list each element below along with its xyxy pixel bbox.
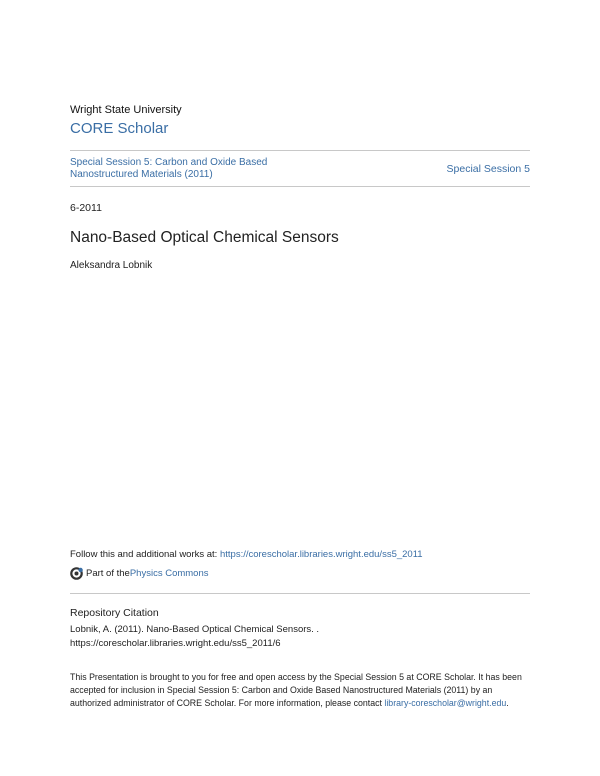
access-notice <box>70 671 532 709</box>
publication-date: 6-2011 <box>70 202 102 214</box>
collection-link[interactable]: Special Session 5: Carbon and Oxide Based Nanostructured Materials (2011) <box>70 157 268 180</box>
follow-line <box>70 549 423 560</box>
bottom-divider <box>70 186 530 187</box>
part-of-prefix: Part of the <box>86 568 130 579</box>
institution-name: Wright State University <box>70 104 182 116</box>
top-divider <box>70 150 530 151</box>
series-link[interactable]: Special Session 5 <box>446 163 530 175</box>
follow-prefix: Follow this and additional works at: <box>70 549 220 560</box>
citation-line-1: Lobnik, A. (2011). Nano-Based Optical Chemical Sensors. . <box>70 624 320 635</box>
contact-email-link[interactable]: library-corescholar@wright.edu <box>384 697 507 708</box>
notice-text: This Presentation is brought to you for free and open access by the Special Session 5 at CORE Scholar. It has been accepted for inclusion in Special Session 5: Carbon and Oxide Based Nanostructured Materials (2011) by an authorized administrator of CORE Scholar. For more information, please contact <box>70 672 522 708</box>
physics-commons-link[interactable]: Physics Commons <box>129 568 209 579</box>
citation-heading: Repository Citation <box>70 607 159 619</box>
citation-divider <box>70 593 530 594</box>
commons-network-icon <box>70 567 83 580</box>
citation-body <box>70 623 530 651</box>
notice-end: . <box>506 697 509 708</box>
document-title: Nano-Based Optical Chemical Sensors <box>70 229 339 246</box>
part-of-line <box>70 567 209 580</box>
follow-url-link[interactable]: https://corescholar.libraries.wright.edu/ss5_2011 <box>219 549 423 560</box>
citation-line-2: https://corescholar.libraries.wright.edu/ss5_2011/6 <box>70 638 281 649</box>
author-name: Aleksandra Lobnik <box>70 260 153 271</box>
core-scholar-link[interactable]: CORE Scholar <box>70 120 169 137</box>
